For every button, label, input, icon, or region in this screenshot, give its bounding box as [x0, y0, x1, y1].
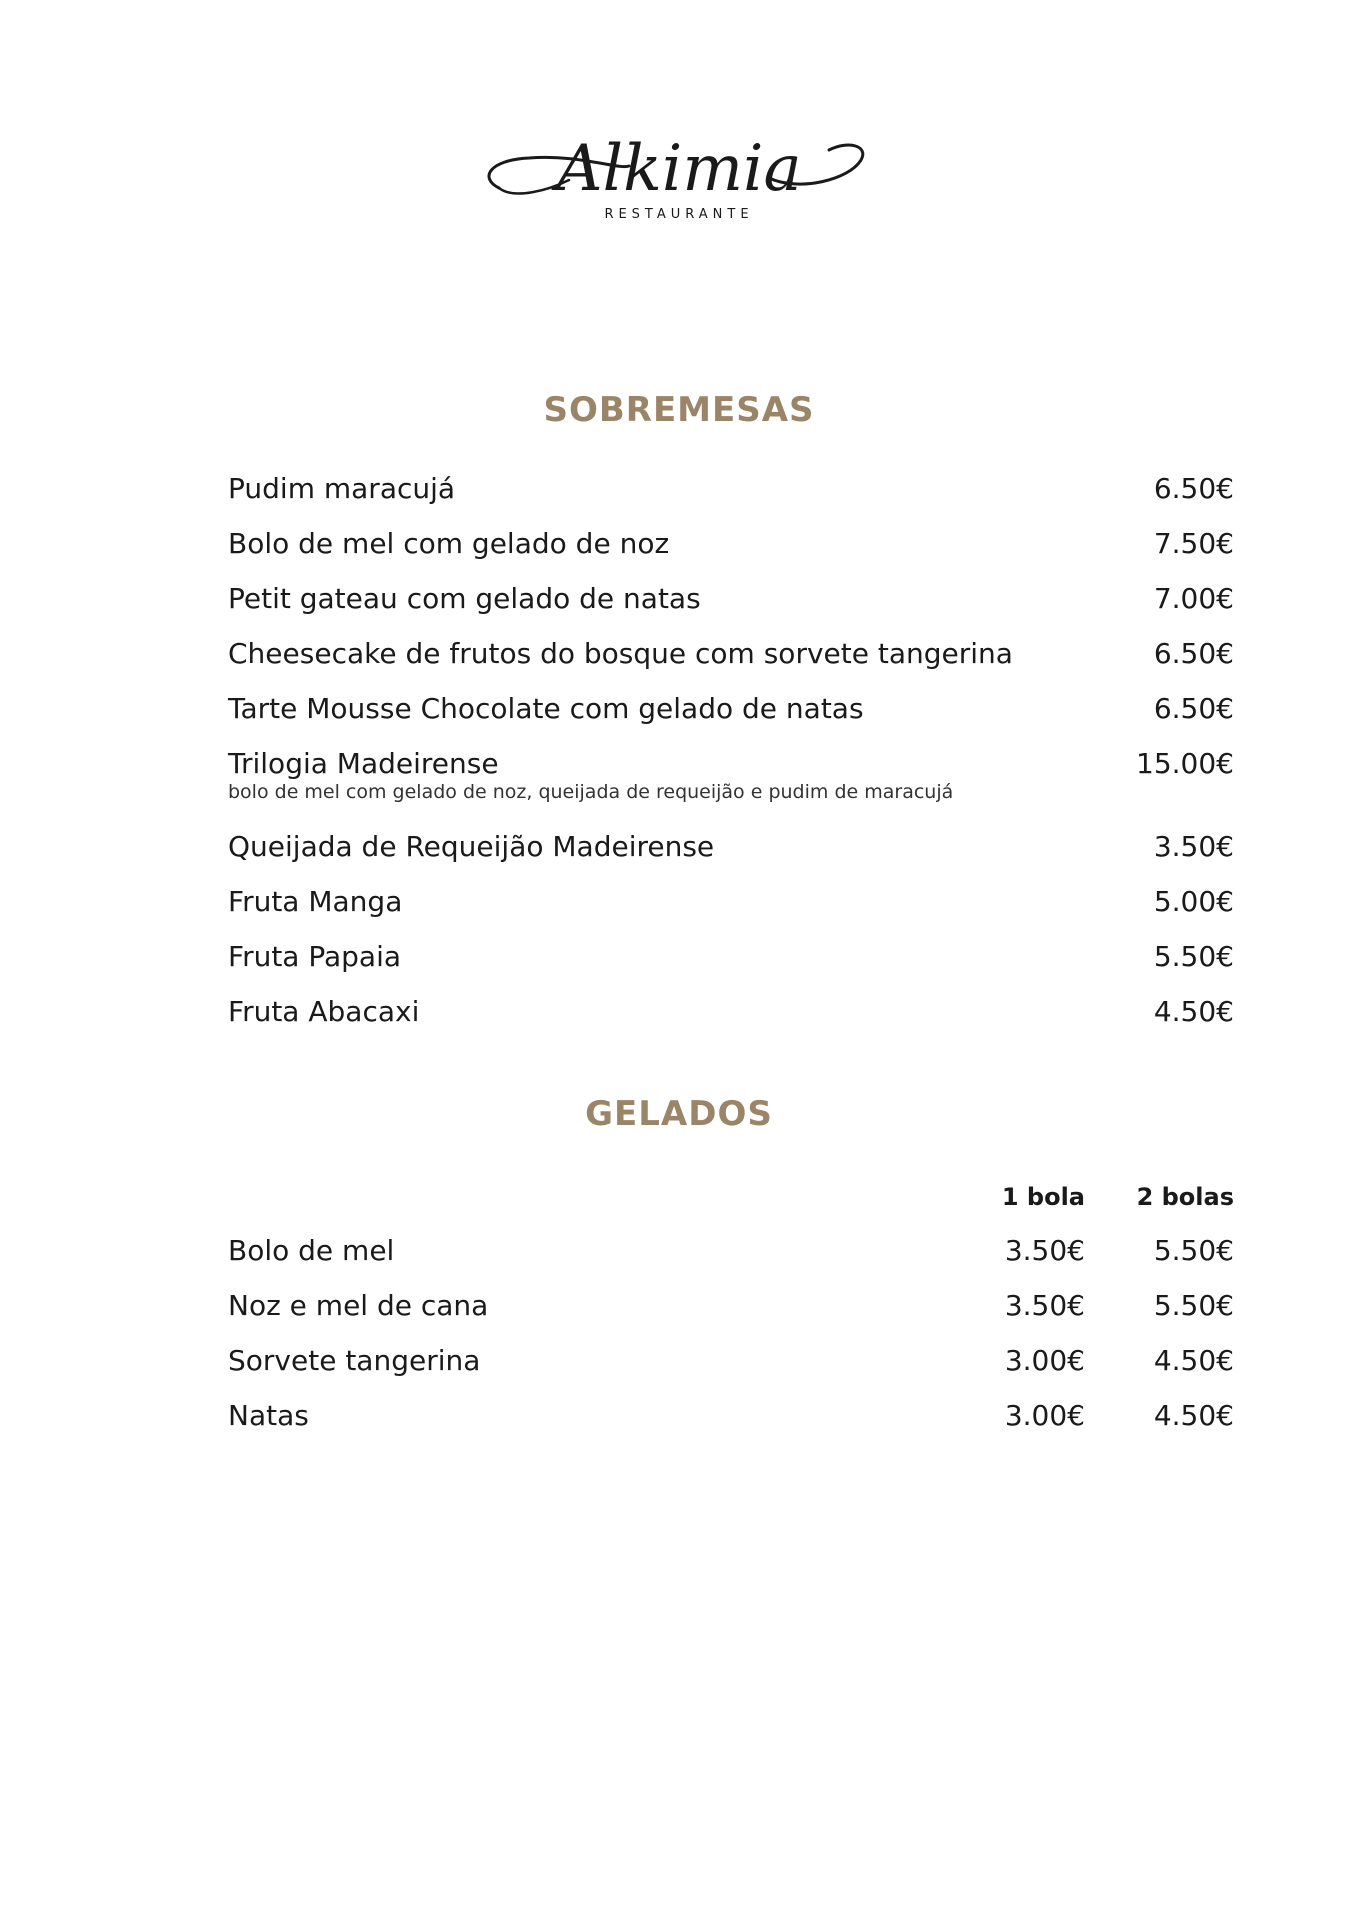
logo-subtitle: RESTAURANTE [604, 207, 754, 222]
menu-item [228, 637, 1234, 692]
item-name: Queijada de Requeijão Madeirense [228, 830, 715, 863]
item-name: Bolo de mel com gelado de noz [228, 527, 670, 560]
menu-item [228, 885, 1234, 940]
menu-item [228, 527, 1234, 582]
menu-item [228, 995, 1234, 1050]
item-price: 4.50€ [1153, 995, 1234, 1028]
item-price: 5.00€ [1153, 885, 1234, 918]
section-title-gelados: GELADOS [585, 1094, 773, 1134]
item-price: 3.50€ [1153, 830, 1234, 863]
price-1-bola: 3.00€ [1004, 1399, 1085, 1432]
item-price: 5.50€ [1153, 940, 1234, 973]
item-price: 6.50€ [1153, 692, 1234, 725]
section-title-sobremesas: SOBREMESAS [543, 390, 815, 430]
gelado-row [228, 1234, 1234, 1289]
item-price: 7.50€ [1153, 527, 1234, 560]
item-price: 15.00€ [1136, 747, 1234, 780]
item-name: Petit gateau com gelado de natas [228, 582, 701, 615]
item-name: Sorvete tangerina [228, 1344, 481, 1377]
gelado-row [228, 1289, 1234, 1344]
menu-item [228, 830, 1234, 885]
item-name: Cheesecake de frutos do bosque com sorvete tangerina [228, 637, 1013, 670]
column-label-2-bolas: 2 bolas [1136, 1183, 1234, 1211]
item-price: 6.50€ [1153, 472, 1234, 505]
menu-item [228, 940, 1234, 995]
gelado-row [228, 1344, 1234, 1399]
menu-item [228, 582, 1234, 637]
menu-item [228, 692, 1234, 747]
item-name: Bolo de mel [228, 1234, 395, 1267]
item-name: Fruta Manga [228, 885, 403, 918]
gelados-column-header [228, 1180, 1234, 1214]
item-name: Pudim maracujá [228, 472, 456, 505]
item-description: bolo de mel com gelado de noz, queijada de requeijão e pudim de maracujá [228, 781, 954, 803]
column-label-1-bola: 1 bola [1001, 1183, 1085, 1211]
sobremesas-list [228, 472, 1234, 1050]
price-1-bola: 3.00€ [1004, 1344, 1085, 1377]
item-price: 7.00€ [1153, 582, 1234, 615]
price-1-bola: 3.50€ [1004, 1234, 1085, 1267]
price-2-bolas: 5.50€ [1153, 1234, 1234, 1267]
menu-item [228, 747, 1234, 830]
price-2-bolas: 4.50€ [1153, 1344, 1234, 1377]
price-1-bola: 3.50€ [1004, 1289, 1085, 1322]
item-name: Fruta Papaia [228, 940, 402, 973]
gelado-row [228, 1399, 1234, 1454]
item-price: 6.50€ [1153, 637, 1234, 670]
menu-item [228, 472, 1234, 527]
alkimia-logo-mark [469, 120, 889, 230]
item-name: Noz e mel de cana [228, 1289, 489, 1322]
item-name: Fruta Abacaxi [228, 995, 420, 1028]
logo-wordmark: Alkimia [556, 132, 802, 206]
price-2-bolas: 4.50€ [1153, 1399, 1234, 1432]
item-name: Natas [228, 1399, 309, 1432]
item-name: Tarte Mousse Chocolate com gelado de natas [228, 692, 864, 725]
price-2-bolas: 5.50€ [1153, 1289, 1234, 1322]
item-name: Trilogia Madeirense [228, 747, 499, 780]
item-main [228, 747, 953, 803]
restaurant-logo [0, 120, 1358, 230]
gelados-list [228, 1234, 1234, 1454]
